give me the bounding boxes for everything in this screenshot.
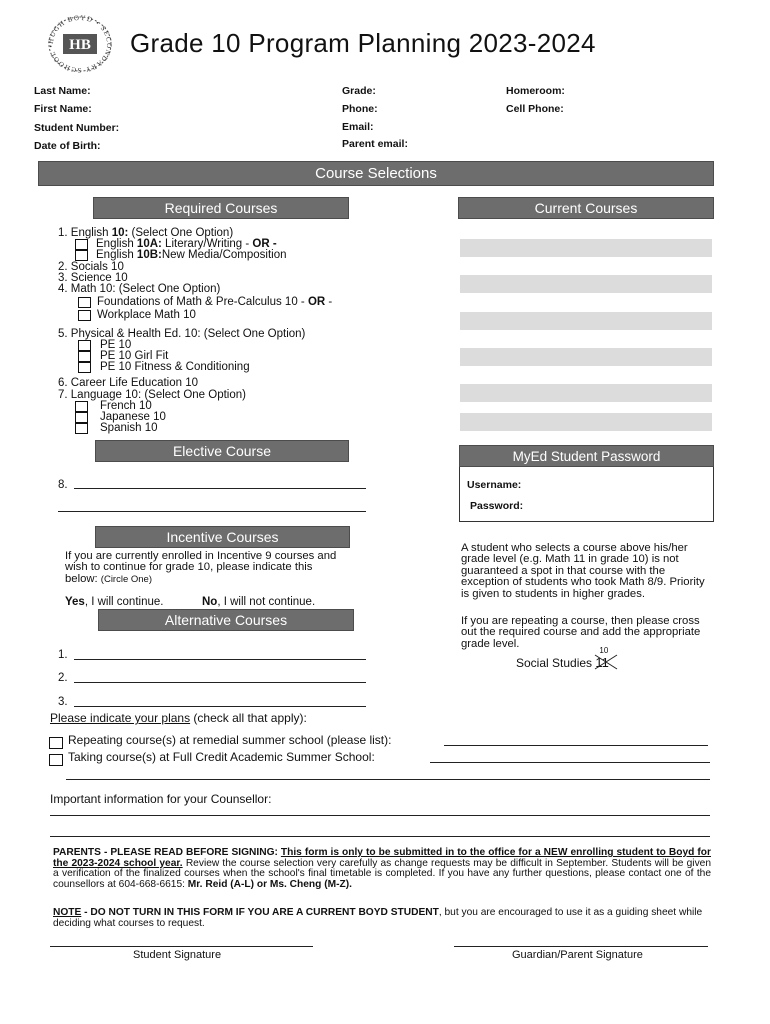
cell-phone-label: Cell Phone:	[506, 103, 564, 115]
elective-number: 8.	[58, 479, 68, 491]
repeating-info: If you are repeating a course, then please cross out the required course and add the appropriate grade level.	[461, 615, 701, 650]
spanish-checkbox[interactable]	[75, 423, 88, 434]
current-course-field[interactable]	[460, 348, 712, 366]
pe-item: 5. Physical & Health Ed. 10: (Select One Option)	[58, 328, 306, 340]
french-label: French 10	[100, 400, 152, 412]
pe-fitness-label: PE 10 Fitness & Conditioning	[100, 361, 250, 373]
incentive-text: If you are currently enrolled in Incentive 9 courses and wish to continue for grade 10, please indicate this below: (Circle One)	[65, 550, 337, 585]
incentive-courses-header: Incentive Courses	[95, 526, 350, 548]
academic-summer-line[interactable]	[430, 762, 710, 763]
parent-email-label: Parent email:	[342, 138, 408, 150]
science-item: 3. Science 10	[58, 272, 128, 284]
japanese-label: Japanese 10	[100, 411, 166, 423]
english-item: 1. English 10: (Select One Option)	[58, 227, 234, 239]
alt-2-line[interactable]	[74, 682, 366, 683]
grade-level-info: A student who selects a course above his/her grade level (e.g. Math 11 in grade 10) is not guaranteed a spot in that course with the exception of students who took Math 8/9. Priority is given to students in higher grades.	[461, 542, 705, 600]
remedial-summer-label: Repeating course(s) at remedial summer school (please list):	[68, 733, 392, 747]
elective-course-header: Elective Course	[95, 440, 349, 462]
username-label: Username:	[467, 479, 522, 491]
math-foundations-label: Foundations of Math & Pre-Calculus 10 - OR -	[97, 296, 333, 308]
pe-10-checkbox[interactable]	[78, 340, 91, 351]
homeroom-label: Homeroom:	[506, 85, 565, 97]
english-10a-checkbox[interactable]	[75, 239, 88, 250]
current-courses-header: Current Courses	[458, 197, 714, 219]
alt-1-line[interactable]	[74, 659, 366, 660]
alt-1-number: 1.	[58, 649, 68, 661]
counsellor-line[interactable]	[50, 836, 710, 837]
academic-summer-label: Taking course(s) at Full Credit Academic Summer School:	[68, 750, 375, 764]
course-selections-header: Course Selections	[38, 161, 714, 186]
student-signature-label: Student Signature	[133, 949, 222, 961]
pe-girl-fit-label: PE 10 Girl Fit	[100, 350, 169, 362]
password-label: Password:	[470, 500, 524, 512]
plans-heading: Please indicate your plans (check all that apply):	[50, 711, 307, 725]
summer-extra-line[interactable]	[66, 779, 710, 780]
french-checkbox[interactable]	[75, 401, 88, 412]
school-logo	[44, 14, 116, 74]
current-course-field[interactable]	[460, 413, 712, 431]
elective-line-2[interactable]	[58, 511, 366, 512]
alt-3-number: 3.	[58, 696, 68, 708]
spanish-label: Spanish 10	[100, 422, 158, 434]
japanese-checkbox[interactable]	[75, 412, 88, 423]
workplace-math-label: Workplace Math 10	[97, 309, 196, 321]
pe-10-label: PE 10	[100, 339, 132, 351]
phone-label: Phone:	[342, 103, 378, 115]
dob-label: Date of Birth:	[34, 140, 101, 152]
svg-text:HB: HB	[69, 37, 91, 53]
current-course-field[interactable]	[460, 384, 712, 402]
counsellor-label: Important information for your Counsellor:	[50, 792, 272, 806]
alt-2-number: 2.	[58, 672, 68, 684]
guardian-signature-label: Guardian/Parent Signature	[512, 949, 643, 961]
social-studies-example: Social Studies 10 11	[516, 655, 619, 670]
english-10a-label: English 10A: Literary/Writing - OR -	[96, 238, 277, 250]
alternative-courses-header: Alternative Courses	[98, 609, 354, 631]
alt-3-line[interactable]	[74, 706, 366, 707]
workplace-math-checkbox[interactable]	[78, 310, 91, 321]
last-name-label: Last Name:	[34, 85, 91, 97]
incentive-yes-option[interactable]: Yes, I will continue.	[65, 596, 164, 608]
language-item: 7. Language 10: (Select One Option)	[58, 389, 246, 401]
remedial-summer-checkbox[interactable]	[49, 737, 63, 749]
remedial-summer-line[interactable]	[444, 745, 708, 746]
math-foundations-checkbox[interactable]	[78, 297, 91, 308]
current-student-note: NOTE - DO NOT TURN IN THIS FORM IF YOU ARE A CURRENT BOYD STUDENT, but you are encouraged to use it as a guiding sheet while deciding what courses to request.	[53, 907, 703, 929]
parents-notice: PARENTS - PLEASE READ BEFORE SIGNING: This form is only to be submitted in to the office for a NEW enrolling student to Boyd for the 2023-2024 school year. Review the course selection very carefully as change requests may be difficult in September. Students will be given a verification of the finalized courses when the school's final timetable is completed. If you have any further questions, please contact one of the counsellors at 604-668-6615: Mr. Reid (A-L) or Ms. Cheng (M-Z).	[53, 847, 711, 890]
english-10b-label: English 10B:New Media/Composition	[96, 249, 287, 261]
myed-password-header: MyEd Student Password	[459, 445, 714, 467]
english-10b-checkbox[interactable]	[75, 250, 88, 261]
pe-girl-fit-checkbox[interactable]	[78, 351, 91, 362]
current-course-field[interactable]	[460, 239, 712, 257]
current-course-field[interactable]	[460, 275, 712, 293]
guardian-signature-line[interactable]	[454, 946, 708, 947]
current-course-field[interactable]	[460, 312, 712, 330]
student-signature-line[interactable]	[50, 946, 313, 947]
academic-summer-checkbox[interactable]	[49, 754, 63, 766]
email-label: Email:	[342, 121, 374, 133]
math-item: 4. Math 10: (Select One Option)	[58, 283, 221, 295]
grade-label: Grade:	[342, 85, 376, 97]
page-title: Grade 10 Program Planning 2023-2024	[130, 28, 596, 58]
svg-text:HUGH BOYD • SECONDARY SCHOOL •: HUGH BOYD • SECONDARY SCHOOL •	[46, 14, 114, 74]
student-number-label: Student Number:	[34, 122, 120, 134]
first-name-label: First Name:	[34, 103, 92, 115]
elective-line[interactable]	[74, 488, 366, 489]
incentive-no-option[interactable]: No, I will not continue.	[202, 596, 316, 608]
socials-item: 2. Socials 10	[58, 261, 124, 273]
pe-fitness-checkbox[interactable]	[78, 362, 91, 373]
career-item: 6. Career Life Education 10	[58, 377, 199, 389]
required-courses-header: Required Courses	[93, 197, 349, 219]
counsellor-line[interactable]	[50, 815, 710, 816]
